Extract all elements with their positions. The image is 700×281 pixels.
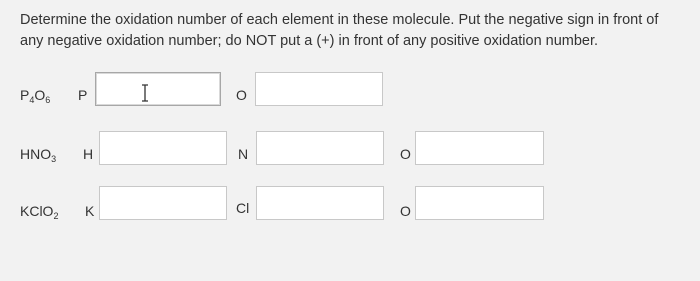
formula-part: O [34,87,46,103]
kclo2-cl-answer-field[interactable] [256,186,384,220]
element-label-h: H [83,146,94,162]
formula-subscript: 2 [53,211,59,221]
hno3-n-answer-field[interactable] [256,131,384,165]
question-prompt [20,10,695,52]
element-label-n: N [238,146,249,162]
molecule-label-kclo2 [20,203,58,219]
element-label-o: O [236,87,247,103]
formula-part: P [20,87,30,103]
prompt-line-2: any negative oxidation number; do NOT put a (+) in front of any positive oxidation number. [20,33,599,49]
element-label-p: P [78,87,88,103]
formula-subscript: 3 [51,154,57,164]
molecule-label-hno3 [20,146,56,162]
molecule-label-p4o6 [20,87,50,103]
element-label-o: O [400,203,411,219]
element-label-cl: Cl [236,200,250,216]
p4o6-o-answer-field[interactable] [255,72,383,106]
prompt-line-1: Determine the oxidation number of each element in these molecule. Put the negative sign in front of [20,12,659,28]
formula-subscript: 4 [29,95,35,105]
formula-subscript: 6 [45,95,51,105]
element-label-k: K [85,203,95,219]
hno3-h-answer-field[interactable] [99,131,227,165]
text-cursor-icon [140,84,150,102]
p4o6-p-answer-field[interactable] [95,72,221,106]
hno3-o-answer-field[interactable] [415,131,544,165]
element-label-o: O [400,146,411,162]
formula-part: HNO [20,146,52,162]
kclo2-o-answer-field[interactable] [415,186,544,220]
formula-part: KClO [20,203,54,219]
kclo2-k-answer-field[interactable] [99,186,227,220]
